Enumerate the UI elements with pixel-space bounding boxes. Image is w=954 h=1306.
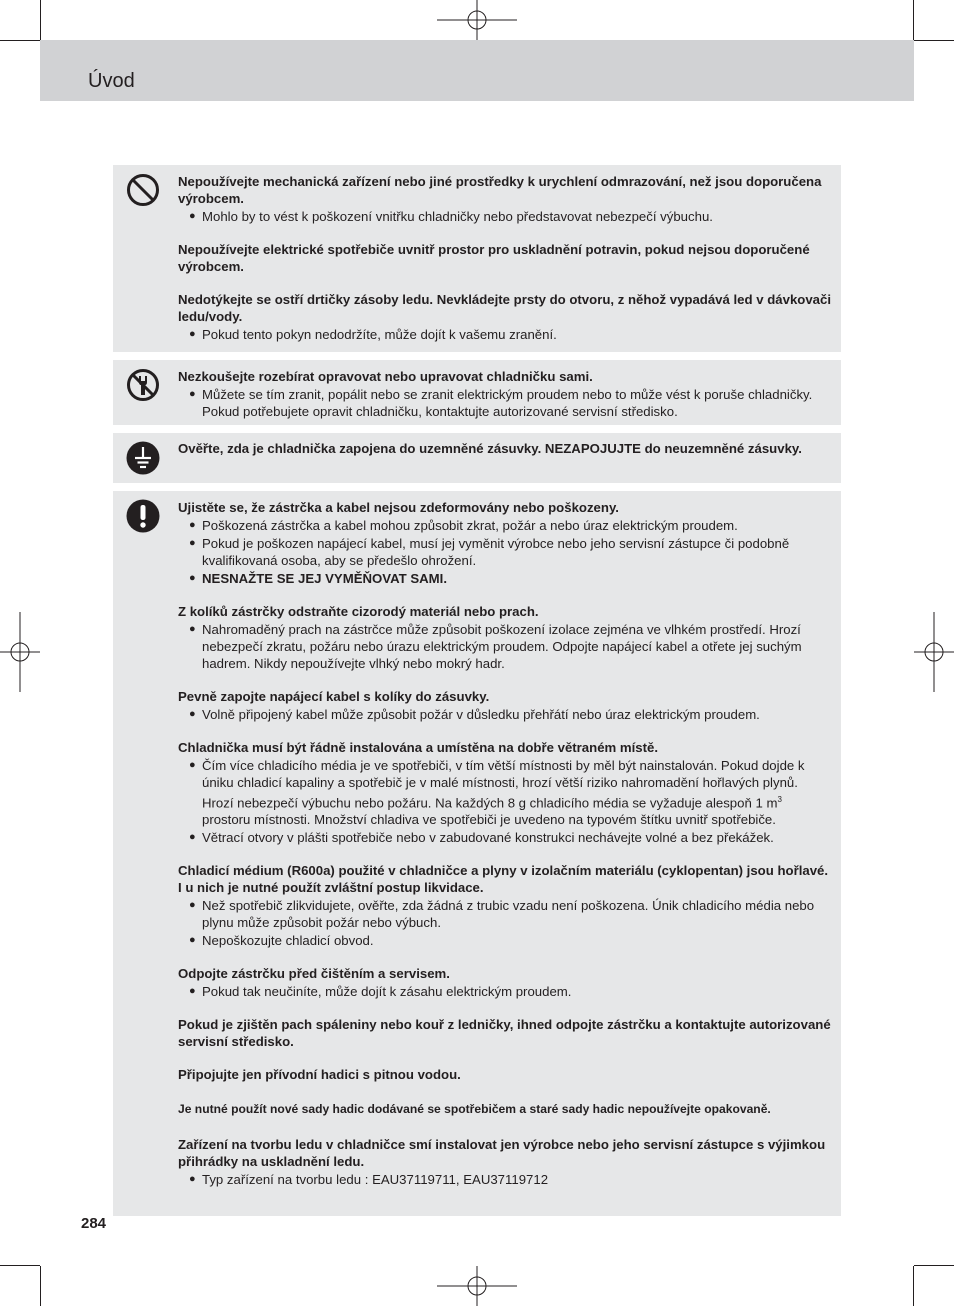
warning-bullet: ● Mohlo by to vést k poškození vnitřku chladničky nebo představovat nebezpečí výbuchu. bbox=[178, 208, 831, 225]
warning-bullet: ● Poškozená zástrčka a kabel mohou způsobit zkrat, požár a nebo úraz elektrickým proudem. bbox=[178, 517, 831, 534]
page-number: 284 bbox=[81, 1215, 107, 1232]
crop-mark bbox=[914, 1265, 954, 1266]
superscript: 3 bbox=[777, 795, 782, 804]
warning-box-prohibited bbox=[113, 165, 841, 352]
warning-heading: Chladnička musí být řádně instalována a umístěna na dobře větraném místě. bbox=[178, 740, 659, 755]
warning-bullet-emphasis: ● NESNAŽTE SE JEJ VYMĚŇOVAT SAMI. bbox=[178, 570, 831, 587]
warning-bullet: ● Větrací otvory v plášti spotřebiče nebo v zabudované konstrukci nechávejte volné a bez překážek. bbox=[178, 829, 831, 846]
registration-mark-icon bbox=[437, 0, 517, 40]
crop-mark bbox=[0, 1265, 40, 1266]
exclamation-icon bbox=[126, 499, 160, 533]
ground-icon bbox=[126, 441, 160, 475]
warning-bullet: ● Než spotřebič zlikvidujete, ověřte, zda žádná z trubic vzadu není poškozena. Únik chladicího média nebo plynu může způsobit požár nebo výbuch. bbox=[178, 897, 831, 931]
warning-bullet: ● Pokud je poškozen napájecí kabel, musí jej vyměnit výrobce nebo jeho servisní zástupce či podobně kvalifikovaná osoba, aby se předešlo ohrožení. bbox=[178, 535, 831, 569]
registration-mark-icon bbox=[914, 612, 954, 692]
crop-mark bbox=[914, 40, 954, 41]
warning-heading: Chladicí médium (R600a) použité v chladničce a plyny v izolačním materiálu (cyklopentan) jsou hořlavé. I u nich je nutné použít zvláštní postup likvidace. bbox=[178, 863, 829, 896]
warning-heading: Z kolíků zástrčky odstraňte cizorodý materiál nebo prach. bbox=[178, 604, 539, 619]
bullet-text: Čím více chladicího média je ve spotřebiči, v tím větší místnosti by měl být nainstalován. Pokud dojde k úniku chladicí kapaliny a spotřebič je v malé místnosti, hrozí větší riziko nahromadění hořlavých plynů. Hrozí nebezpečí výbuchu nebo požáru. Na každých 8 g chladicího média se vyžaduje alespoň 1 m bbox=[202, 758, 805, 811]
warning-heading: Pokud je zjištěn pach spáleniny nebo kouř z ledničky, ihned odpojte zástrčku a kontaktujte autorizované servisní středisko. bbox=[178, 1017, 831, 1050]
warning-box-ground bbox=[113, 433, 841, 483]
no-disassembly-icon bbox=[126, 368, 160, 402]
warning-box-disassembly bbox=[113, 360, 841, 425]
warning-heading: Je nutné použít nové sady hadic dodávané se spotřebičem a staré sady hadic nepoužívejte opakovaně. bbox=[178, 1102, 771, 1117]
warning-heading: Nedotýkejte se ostří drtičky zásoby ledu. Nevkládejte prsty do otvoru, z něhož vypadává led v dávkovači ledu/vody. bbox=[178, 292, 832, 324]
warning-bullet: ● Typ zařízení na tvorbu ledu : EAU37119711, EAU37119712 bbox=[178, 1171, 831, 1188]
section-title: Úvod bbox=[88, 70, 135, 92]
warning-heading: Připojujte jen přívodní hadici s pitnou vodou. bbox=[178, 1067, 461, 1083]
warning-heading: Odpojte zástrčku před čištěním a servisem. bbox=[178, 966, 450, 982]
warning-heading: Nezkoušejte rozebírat opravovat nebo upravovat chladničku sami. bbox=[178, 369, 593, 384]
warning-heading: Ověřte, zda je chladnička zapojena do uzemněné zásuvky. NEZAPOJUJTE do neuzemněné zásuvky. bbox=[178, 441, 802, 456]
bullet-text: prostoru místnosti. Množství chladiva ve spotřebiči je uvedeno na typovém štítku uvnitř spotřebiče. bbox=[202, 812, 776, 828]
crop-mark bbox=[913, 0, 914, 40]
warning-bullet bbox=[178, 757, 831, 828]
warning-heading: Pevně zapojte napájecí kabel s kolíky do zásuvky. bbox=[178, 689, 490, 704]
warning-bullet: ● Pokud tento pokyn nedodržíte, může dojít k vašemu zranění. bbox=[178, 326, 831, 343]
warning-heading: Nepoužívejte elektrické spotřebiče uvnitř prostor pro uskladnění potravin, pokud nejsou doporučené výrobcem. bbox=[178, 242, 810, 274]
section-header bbox=[40, 40, 914, 101]
prohibition-icon bbox=[126, 173, 160, 207]
crop-mark bbox=[40, 1266, 41, 1306]
crop-mark bbox=[913, 1266, 914, 1306]
warning-bullet: ● Nahromaděný prach na zástrčce může způsobit poškození izolace zejména ve vlhkém prostředí. Hrozí nebezpečí zkratu, požáru nebo úrazu elektrickým proudem. Odpojte napájecí kabel a otřete jej suchým hadrem. Nikdy nepoužívejte vlhký nebo mokrý hadr. bbox=[178, 621, 831, 672]
warning-bullet: ● Pokud tak neučiníte, může dojít k zásahu elektrickým proudem. bbox=[178, 983, 831, 1000]
crop-mark bbox=[0, 40, 40, 41]
warning-heading: Zařízení na tvorbu ledu v chladničce smí instalovat jen výrobce nebo jeho servisní zástupce s výjimkou přihrádky na uskladnění ledu. bbox=[178, 1137, 826, 1170]
warning-heading: Nepoužívejte mechanická zařízení nebo jiné prostředky k urychlení odmrazování, než jsou doporučena výrobcem. bbox=[178, 174, 822, 206]
warning-box-mandatory bbox=[113, 491, 841, 1216]
registration-mark-icon bbox=[437, 1266, 517, 1306]
warning-bullet: ● Můžete se tím zranit, popálit nebo se zranit elektrickým proudem nebo to může vést k poruše chladničky. Pokud potřebujete opravit chladničku, kontaktujte autorizované servisní středisko. bbox=[178, 386, 831, 420]
warning-bullet: ● Nepoškozujte chladicí obvod. bbox=[178, 932, 831, 949]
registration-mark-icon bbox=[0, 612, 40, 692]
crop-mark bbox=[40, 0, 41, 40]
warning-heading: Ujistěte se, že zástrčka a kabel nejsou zdeformovány nebo poškozeny. bbox=[178, 500, 619, 515]
warning-bullet: ● Volně připojený kabel může způsobit požár v důsledku přehřátí nebo úraz elektrickým proudem. bbox=[178, 706, 831, 723]
